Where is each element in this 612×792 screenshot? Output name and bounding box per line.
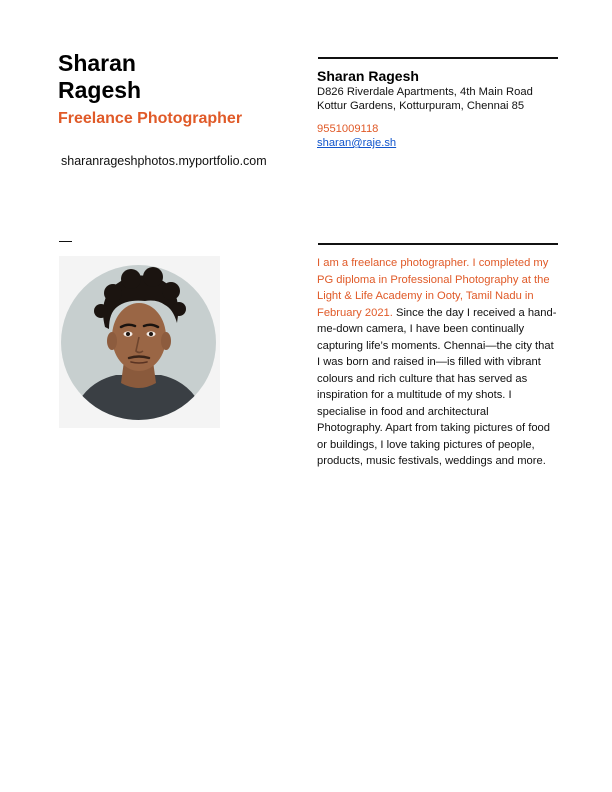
email-link[interactable]: sharan@raje.sh (317, 137, 397, 149)
job-title: Freelance Photographer (58, 110, 243, 127)
contact-block (317, 67, 567, 150)
profile-photo (61, 265, 216, 420)
last-name: Ragesh (58, 77, 142, 103)
contact-name: Sharan Ragesh (317, 68, 419, 84)
first-name: Sharan (58, 50, 136, 76)
website-link[interactable]: sharanrageshphotos.myportfolio.com (61, 154, 267, 168)
name-header (58, 50, 288, 129)
address-line-1: D826 Riverdale Apartments, 4th Main Road (317, 86, 533, 98)
middle-divider (318, 243, 558, 245)
address-line-2: Kottur Gardens, Kotturpuram, Chennai 85 (317, 100, 525, 112)
bio-highlight: I am a freelance photographer. I completed my PG diploma in Professional Photography at the Light & Life Academy in Ooty, Tamil Nadu in February 2021. (317, 257, 550, 319)
phone-number: 9551009118 (317, 123, 379, 135)
section-dash (59, 241, 72, 242)
bio-paragraph (317, 255, 557, 470)
portrait-icon (61, 265, 216, 420)
bio-body: Since the day I received a hand-me-down camera, I have been continually capturing life’s moments. Chennai—the city that I was born and raised in—is filled with vibrant colours and rich culture that has served as inspiration for a multitude of my shots. I specialise in food and architectural Photography. Apart from taking pictures of food or buildings, I love taking pictures of people, products, music festivals, weddings and more. (317, 306, 557, 467)
top-divider (318, 57, 558, 59)
profile-photo-frame (59, 256, 220, 428)
